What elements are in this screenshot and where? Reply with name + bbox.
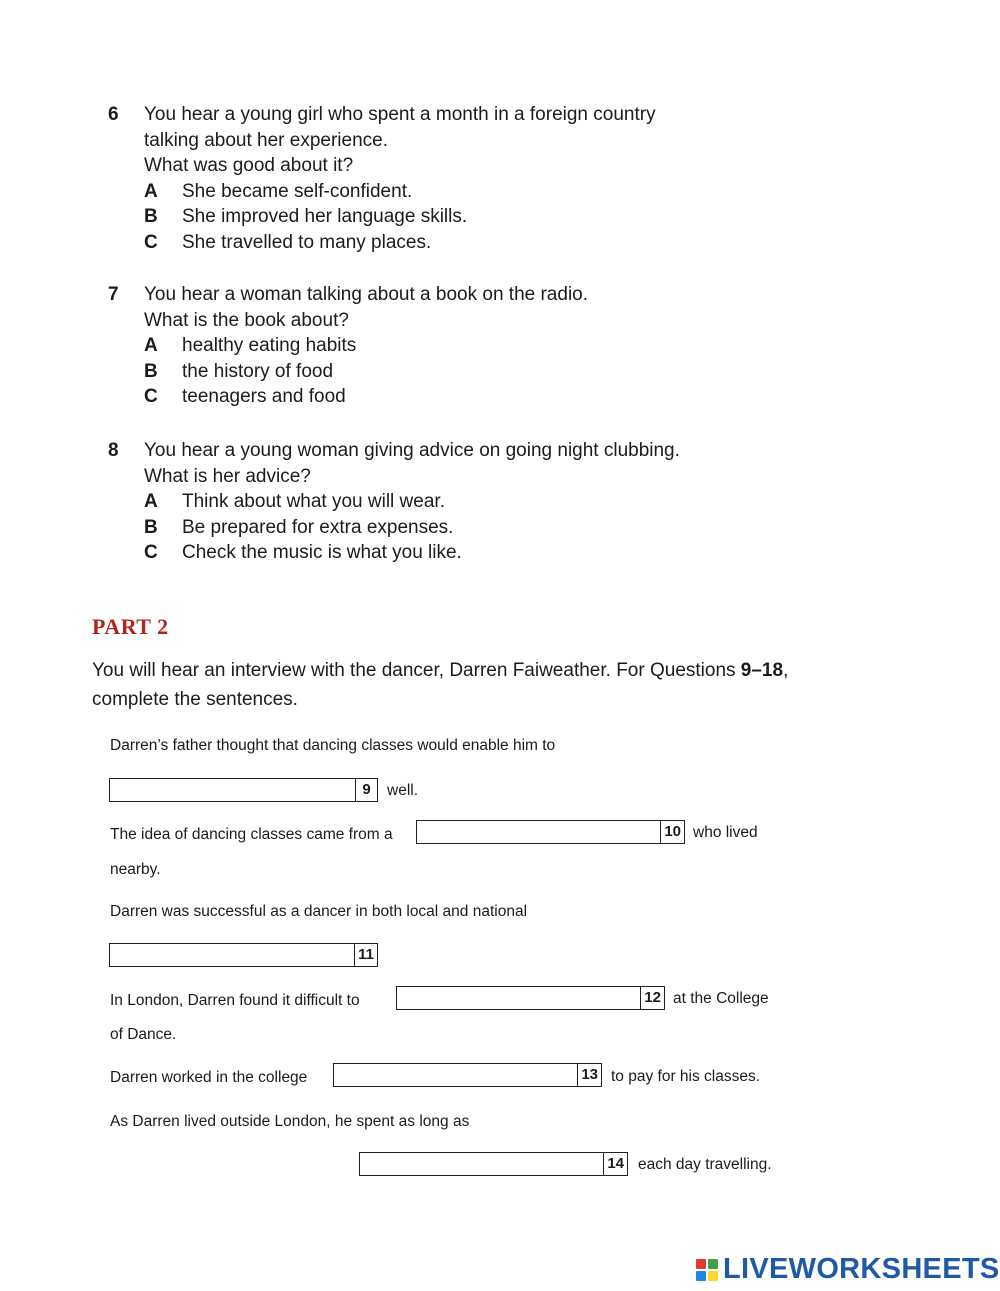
option-a[interactable]: A healthy eating habits bbox=[144, 335, 357, 356]
sentence-13-before: Darren worked in the college bbox=[110, 1069, 308, 1086]
answer-box-10[interactable] bbox=[416, 820, 685, 844]
option-c[interactable]: C She travelled to many places. bbox=[144, 231, 432, 253]
question-number: 6 bbox=[108, 104, 119, 125]
answer-box-number: 14 bbox=[603, 1153, 627, 1175]
answer-box-11[interactable] bbox=[109, 943, 378, 967]
option-c[interactable]: C teenagers and food bbox=[144, 386, 346, 407]
sentence-12-after: at the College bbox=[673, 990, 769, 1007]
part-instructions: You will hear an interview with the dancer, Darren Faiweather. For Questions 9–18, complete the sentences. bbox=[92, 660, 789, 710]
question-stem-line: You hear a young girl who spent a month in a foreign country bbox=[144, 104, 656, 125]
part-title: PART 2 bbox=[92, 614, 169, 639]
answer-input-14[interactable] bbox=[360, 1153, 603, 1175]
option-b[interactable]: B She improved her language skills. bbox=[144, 206, 468, 227]
answer-box-number: 10 bbox=[660, 821, 684, 843]
option-a[interactable]: A She became self-confident. bbox=[144, 180, 413, 202]
option-c[interactable]: C Check the music is what you like. bbox=[144, 542, 462, 563]
sentence-13-after: to pay for his classes. bbox=[611, 1068, 761, 1085]
answer-input-9[interactable] bbox=[110, 779, 355, 801]
answer-input-10[interactable] bbox=[417, 821, 660, 843]
liveworksheets-logo-icon bbox=[696, 1259, 718, 1281]
answer-box-number: 9 bbox=[355, 779, 377, 801]
question-stem-line: You hear a young woman giving advice on going night clubbing. bbox=[144, 440, 680, 461]
question-number: 7 bbox=[108, 284, 119, 305]
question-stem-line: What was good about it? bbox=[144, 155, 354, 176]
question-8 bbox=[108, 438, 748, 566]
answer-input-12[interactable] bbox=[397, 987, 640, 1009]
question-6 bbox=[108, 102, 748, 255]
sentence-11-intro: Darren was successful as a dancer in both local and national bbox=[110, 903, 528, 920]
option-a[interactable]: A Think about what you will wear. bbox=[144, 491, 445, 512]
question-stem-line: What is her advice? bbox=[144, 465, 311, 487]
brand-name: LIVEWORKSHEETS bbox=[723, 1253, 1000, 1285]
liveworksheets-brand[interactable] bbox=[696, 1253, 1000, 1286]
sentence-10-before: The idea of dancing classes came from a bbox=[110, 826, 393, 843]
question-stem-line: You hear a woman talking about a book on the radio. bbox=[144, 284, 589, 305]
sentence-14-intro: As Darren lived outside London, he spent as long as bbox=[110, 1113, 470, 1130]
sentence-10-line2: nearby. bbox=[110, 861, 161, 878]
answer-input-11[interactable] bbox=[110, 944, 354, 966]
answer-box-number: 13 bbox=[577, 1064, 601, 1086]
sentence-9-intro: Darren’s father thought that dancing classes would enable him to bbox=[110, 737, 556, 754]
answer-box-9[interactable] bbox=[109, 778, 378, 802]
answer-box-13[interactable] bbox=[333, 1063, 602, 1087]
sentence-14-after: each day travelling. bbox=[638, 1156, 772, 1173]
question-7 bbox=[108, 282, 748, 410]
sentence-9-after: well. bbox=[387, 782, 419, 799]
sentence-12-before: In London, Darren found it difficult to bbox=[110, 992, 360, 1009]
answer-box-12[interactable] bbox=[396, 986, 665, 1010]
question-stem-line: talking about her experience. bbox=[144, 129, 388, 151]
answer-box-14[interactable] bbox=[359, 1152, 628, 1176]
answer-input-13[interactable] bbox=[334, 1064, 577, 1086]
answer-box-number: 12 bbox=[640, 987, 664, 1009]
question-stem-line: What is the book about? bbox=[144, 309, 349, 331]
option-b[interactable]: B Be prepared for extra expenses. bbox=[144, 516, 454, 538]
question-range: 9–18 bbox=[740, 660, 784, 681]
option-b[interactable]: B the history of food bbox=[144, 360, 334, 382]
question-number: 8 bbox=[108, 440, 119, 461]
sentence-12-line2: of Dance. bbox=[110, 1026, 177, 1043]
sentence-10-after: who lived bbox=[693, 824, 758, 841]
answer-box-number: 11 bbox=[354, 944, 377, 966]
